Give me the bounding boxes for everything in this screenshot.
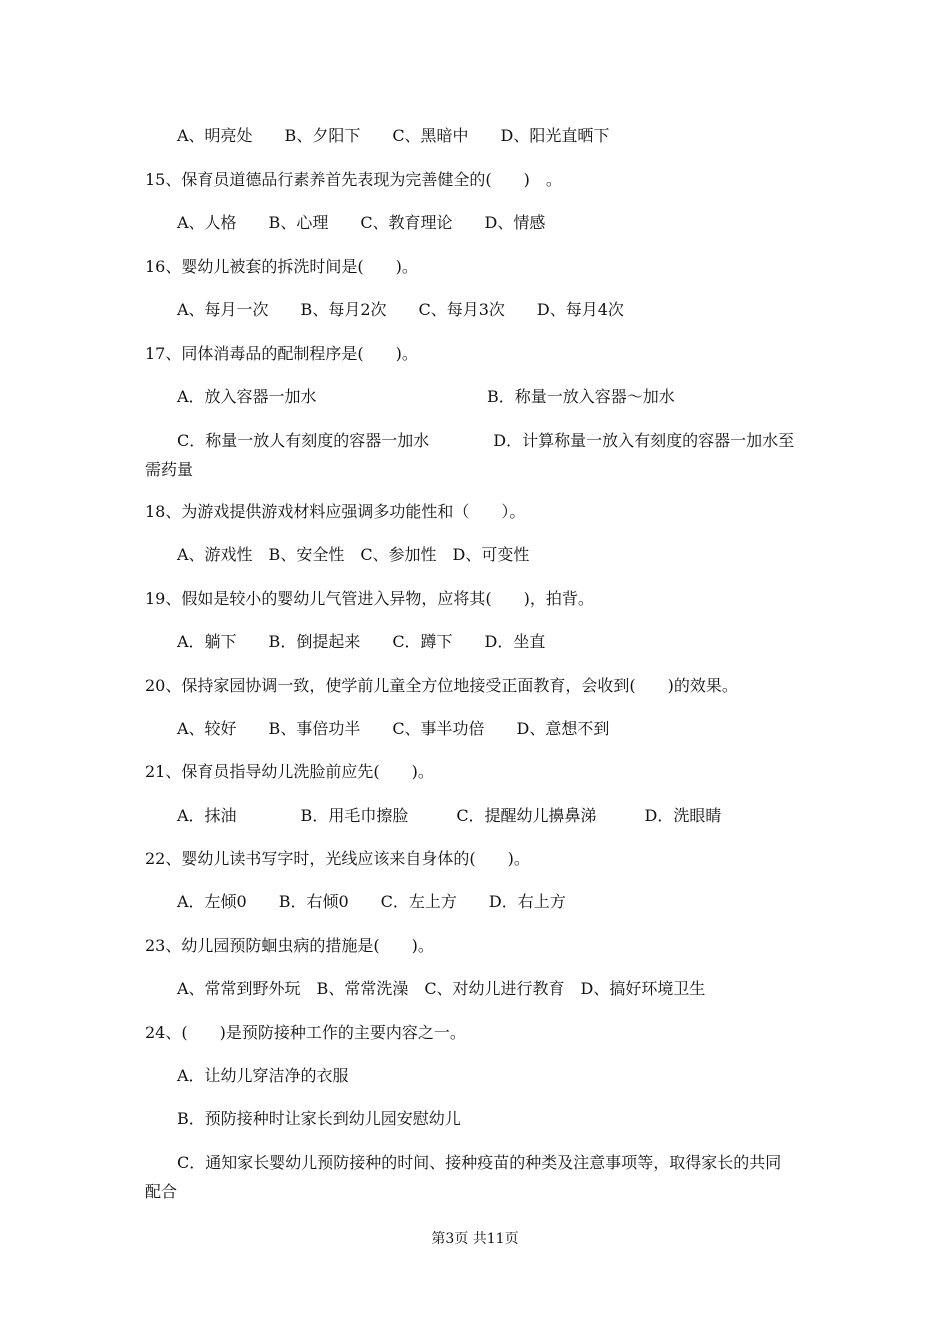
q17-option-b: B．称量一放入容器～加水 <box>487 387 675 406</box>
q18-stem: 18、为游戏提供游戏材料应强调多功能性和（ ）。 <box>145 502 526 521</box>
q22-options: A．左倾0 B．右倾0 C．左上方 D．右上方 <box>177 892 566 911</box>
q17-option-cd-line2: 需药量 <box>145 460 194 479</box>
q15-stem: 15、保育员道德品行素养首先表现为完善健全的( ) 。 <box>145 170 562 189</box>
q21-stem: 21、保育员指导幼儿洗脸前应先( )。 <box>145 762 434 781</box>
q20-options: A、较好 B、事倍功半 C、事半功倍 D、意想不到 <box>177 719 610 738</box>
page-footer: 第3页 共11页 <box>431 1231 519 1247</box>
q17-stem: 17、同体消毒品的配制程序是( )。 <box>145 344 418 363</box>
q24-option-c-line2: 配合 <box>145 1182 178 1201</box>
q15-options: A、人格 B、心理 C、教育理论 D、情感 <box>177 213 546 232</box>
q17-option-cd-line1: C．称量一放人有刻度的容器一加水 D．计算称量一放入有刻度的容器一加水至 <box>177 431 795 450</box>
q16-options: A、每月一次 B、每月2次 C、每月3次 D、每月4次 <box>177 300 624 319</box>
q16-stem: 16、婴幼儿被套的拆洗时间是( )。 <box>145 257 418 276</box>
q19-stem: 19、假如是较小的婴幼儿气管进入异物，应将其( )，拍背。 <box>145 589 594 608</box>
q23-stem: 23、幼儿园预防蛔虫病的措施是( )。 <box>145 936 434 955</box>
q20-stem: 20、保持家园协调一致，使学前儿童全方位地接受正面教育，会收到( )的效果。 <box>145 676 738 695</box>
q24-stem: 24、( )是预防接种工作的主要内容之一。 <box>145 1023 466 1042</box>
q18-options: A、游戏性 B、安全性 C、参加性 D、可变性 <box>177 545 530 564</box>
q14-options: A、明亮处 B、夕阳下 C、黑暗中 D、阳光直晒下 <box>177 126 610 145</box>
q21-options: A．抹油 B．用毛巾擦脸 C．提醒幼儿擤鼻涕 D．洗眼睛 <box>177 806 722 825</box>
q17-option-a: A．放入容器一加水 <box>177 387 317 406</box>
q22-stem: 22、婴幼儿读书写字时，光线应该来自身体的( )。 <box>145 849 530 868</box>
q19-options: A．躺下 B．倒提起来 C．蹲下 D．坐直 <box>177 632 546 651</box>
q23-options: A、常常到野外玩 B、常常洗澡 C、对幼儿进行教育 D、搞好环境卫生 <box>177 979 706 998</box>
q24-option-b: B．预防接种时让家长到幼儿园安慰幼儿 <box>177 1109 461 1128</box>
q24-option-a: A．让幼儿穿洁净的衣服 <box>177 1066 349 1085</box>
q24-option-c-line1: C．通知家长婴幼儿预防接种的时间、接种疫苗的种类及注意事项等，取得家长的共同 <box>177 1153 782 1172</box>
